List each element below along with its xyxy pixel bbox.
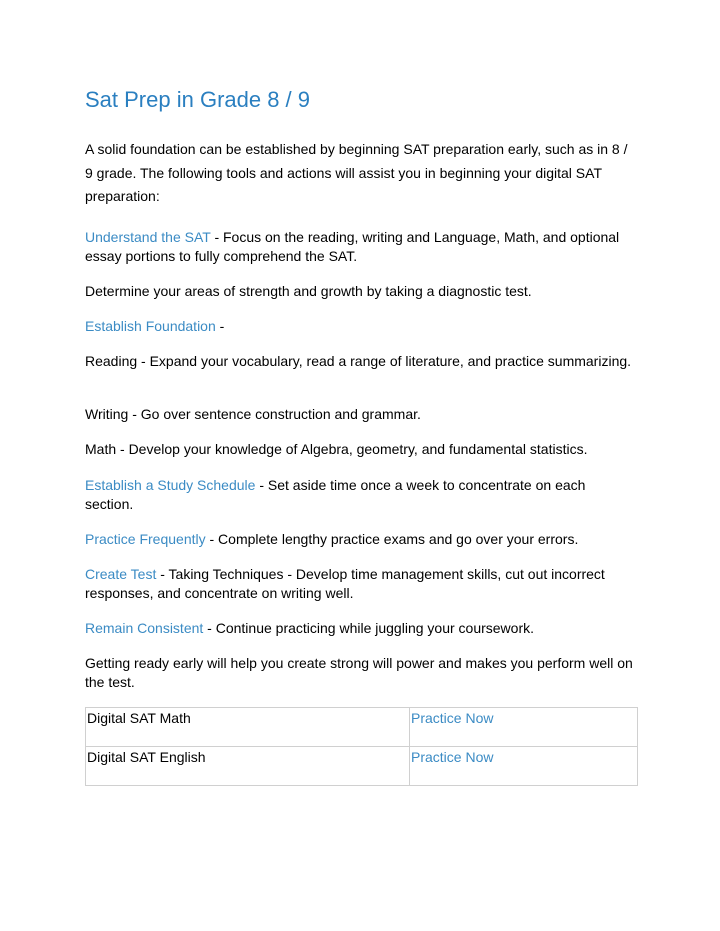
remain-consistent-text: - Continue practicing while juggling your coursework. — [203, 620, 534, 636]
closing-paragraph: Getting ready early will help you create strong will power and makes you perform well on the test. — [85, 655, 633, 690]
table-cell-action — [410, 747, 638, 786]
establish-foundation-paragraph — [85, 317, 637, 336]
writing-paragraph: Writing - Go over sentence construction and grammar. — [85, 406, 421, 422]
math-paragraph: Math - Develop your knowledge of Algebra, geometry, and fundamental statistics. — [85, 441, 588, 457]
understand-sat-text: - Focus on the reading, writing and Language, Math, and optional essay portions to fully comprehend the SAT. — [85, 229, 620, 264]
study-schedule-paragraph — [85, 476, 637, 513]
page-title: Sat Prep in Grade 8 / 9 — [85, 87, 311, 112]
intro-paragraph: A solid foundation can be established by beginning SAT preparation early, such as in 8 / 9 grade. The following tools and actions will assist you in beginning your digital SAT preparation: — [85, 141, 628, 204]
create-test-link[interactable]: Create Test — [85, 566, 157, 582]
table-row — [86, 708, 638, 747]
practice-frequently-paragraph — [85, 530, 637, 549]
table-cell-action — [410, 708, 638, 747]
reading-paragraph: Reading - Expand your vocabulary, read a range of literature, and practice summarizing. — [85, 353, 632, 369]
establish-foundation-link[interactable]: Establish Foundation — [85, 318, 216, 334]
study-schedule-link[interactable]: Establish a Study Schedule — [85, 477, 256, 493]
diagnostic-paragraph: Determine your areas of strength and growth by taking a diagnostic test. — [85, 283, 532, 299]
practice-frequently-link[interactable]: Practice Frequently — [85, 531, 206, 547]
remain-consistent-link[interactable]: Remain Consistent — [85, 620, 204, 636]
study-schedule-text: - Set aside time once a week to concentrate on each section. — [85, 477, 586, 512]
create-test-paragraph — [85, 565, 637, 602]
remain-consistent-paragraph — [85, 619, 637, 638]
understand-sat-link[interactable]: Understand the SAT — [85, 229, 211, 245]
create-test-text: - Taking Techniques - Develop time management skills, cut out incorrect responses, and concentrate on writing well. — [85, 566, 605, 601]
establish-foundation-text: - — [215, 318, 225, 334]
practice-now-link-math[interactable]: Practice Now — [411, 710, 494, 726]
practice-table — [85, 707, 638, 786]
table-cell-label: Digital SAT Math — [86, 708, 410, 747]
table-cell-label: Digital SAT English — [86, 747, 410, 786]
practice-frequently-text: - Complete lengthy practice exams and go over your errors. — [205, 531, 579, 547]
table-row — [86, 747, 638, 786]
understand-sat-paragraph — [85, 228, 637, 265]
practice-now-link-english[interactable]: Practice Now — [411, 749, 494, 765]
